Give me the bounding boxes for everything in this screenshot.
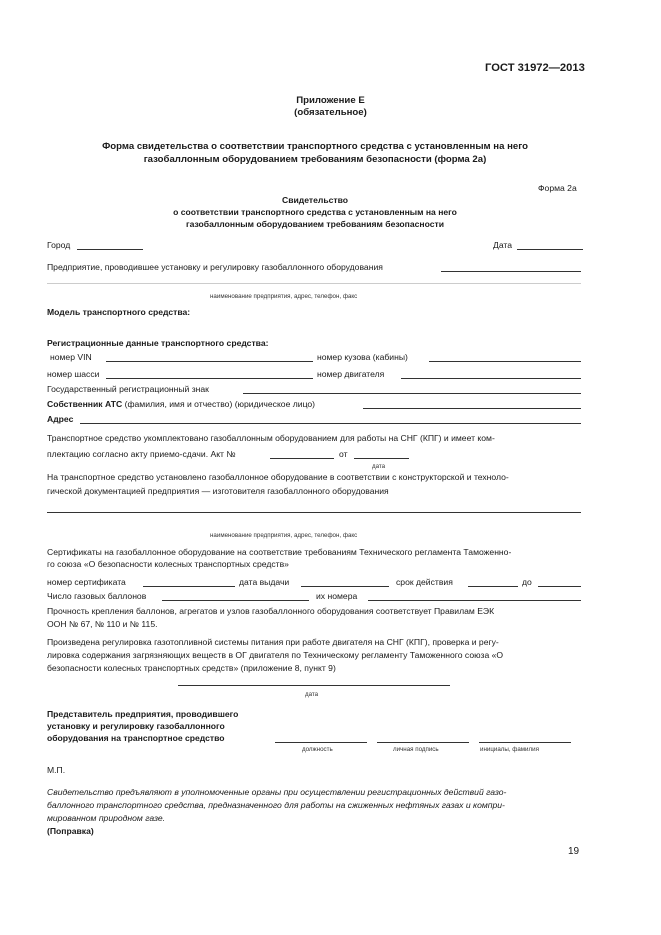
initials-field[interactable] <box>479 742 571 743</box>
validity-field[interactable] <box>468 586 518 587</box>
registration-heading: Регистрационные данные транспортного средства: <box>47 338 269 348</box>
representative-line3: оборудования на транспортное средство <box>47 733 225 743</box>
adjust-date-caption: дата <box>305 691 319 698</box>
note-line1: Свидетельство предъявляют в уполномоченные органы при осуществлении регистрационных действий газо- <box>47 787 507 797</box>
installer-caption: наименование предприятия, адрес, телефон, факс <box>210 532 358 539</box>
date-field[interactable] <box>517 249 583 250</box>
adjust-line3: безопасности колесных транспортных средств» (приложение 8, пункт 9) <box>47 663 336 673</box>
position-field[interactable] <box>275 742 367 743</box>
enterprise-field-line2[interactable] <box>47 283 581 284</box>
owner-label <box>47 399 315 409</box>
address-label: Адрес <box>47 414 74 424</box>
city-label: Город <box>47 240 71 250</box>
from-label: от <box>339 449 348 459</box>
note-line2: баллонного транспортного средства, предназначенного для работы на сжиженных нефтяных газах и компри- <box>47 800 505 810</box>
representative-line2: установку и регулировку газобаллонного <box>47 721 225 731</box>
owner-label-bold: Собственник АТС <box>47 399 123 409</box>
form-label: Форма 2а <box>538 183 577 193</box>
adjust-line2: лировка содержания загрязняющих веществ в ОГ двигателя по Техническому регламенту Таможенного союза «О <box>47 650 504 660</box>
initials-caption: инициалы, фамилия <box>480 746 539 753</box>
certs-line1: Сертификаты на газобаллонное оборудование на соответствие требованиям Технического регламента Таможенно- <box>47 547 512 557</box>
appendix-title: Приложение Е <box>296 95 365 106</box>
until-label: до <box>522 577 532 587</box>
page-number: 19 <box>568 846 580 857</box>
owner-label-rest: (фамилия, имя и отчество) (юридическое лицо) <box>124 399 316 409</box>
installer-field[interactable] <box>47 512 581 513</box>
representative-line1: Представитель предприятия, проводившего <box>47 709 239 719</box>
signature-field[interactable] <box>377 742 469 743</box>
engine-label: номер двигателя <box>317 369 385 379</box>
body-number-label: номер кузова (кабины) <box>317 352 408 362</box>
state-plate-field[interactable] <box>243 393 581 394</box>
adjust-line1: Произведена регулировка газотопливной системы питания при работе двигателя на СНГ (КПГ), проверка и регу- <box>47 637 499 647</box>
cert-number-label: номер сертификата <box>47 577 126 587</box>
enterprise-caption: наименование предприятия, адрес, телефон, факс <box>210 293 358 300</box>
chassis-label: номер шасси <box>47 369 100 379</box>
standard-number: ГОСТ 31972—2013 <box>485 62 585 74</box>
engine-field[interactable] <box>401 378 581 379</box>
equipped-line1: Транспортное средство укомплектовано газобаллонным оборудованием для работы на СНГ (КПГ) и имеет ком- <box>47 433 495 443</box>
adjust-date-field[interactable] <box>178 685 450 686</box>
enterprise-field[interactable] <box>441 271 581 272</box>
certificate-subtitle-2: газобаллонным оборудованием требованиям безопасности <box>185 219 445 229</box>
signature-caption: личная подпись <box>393 746 439 753</box>
issue-date-label: дата выдачи <box>239 577 290 587</box>
until-field[interactable] <box>538 586 581 587</box>
note-line3: мированном природном газе. <box>47 813 166 823</box>
chassis-field[interactable] <box>106 378 313 379</box>
state-plate-label: Государственный регистрационный знак <box>47 384 209 394</box>
cert-number-field[interactable] <box>143 586 235 587</box>
vin-field[interactable] <box>106 361 313 362</box>
act-date-caption: дата <box>372 463 386 470</box>
appendix-heading-line1: Форма свидетельства о соответствии транспортного средства с установленным на него <box>102 141 528 152</box>
strength-line2: ООН № 67, № 110 и № 115. <box>47 619 158 629</box>
model-label: Модель транспортного средства: <box>47 307 191 317</box>
certificate-title: Свидетельство <box>281 195 349 205</box>
installed-line1: На транспортное средство установлено газобаллонное оборудование в соответствии с конструкторской и техноло- <box>47 472 509 482</box>
amendment-label: (Поправка) <box>47 826 94 836</box>
body-number-field[interactable] <box>429 361 581 362</box>
vin-label: номер VIN <box>50 352 92 362</box>
cylinder-numbers-field[interactable] <box>368 600 581 601</box>
validity-label: срок действия <box>396 577 453 587</box>
their-numbers-label: их номера <box>316 591 358 601</box>
enterprise-label: Предприятие, проводившее установку и регулировку газобаллонного оборудования <box>47 262 383 272</box>
position-caption: должность <box>302 746 333 753</box>
appendix-heading-line2: газобаллонным оборудованием требованиям безопасности (форма 2а) <box>143 154 487 165</box>
installed-line2: гической документацией предприятия — изготовителя газобаллонного оборудования <box>47 486 389 496</box>
date-label: Дата <box>493 240 513 250</box>
issue-date-field[interactable] <box>301 586 389 587</box>
address-field[interactable] <box>80 423 581 424</box>
cylinders-field[interactable] <box>162 600 309 601</box>
strength-line1: Прочность крепления баллонов, агрегатов и узлов газобаллонного оборудования соответствует Правилам ЕЭК <box>47 606 495 616</box>
cylinders-label: Число газовых баллонов <box>47 591 147 601</box>
stamp-label: М.П. <box>47 765 66 775</box>
certificate-subtitle-1: о соответствии транспортного средства с установленным на него <box>173 207 457 217</box>
act-number-field[interactable] <box>270 458 334 459</box>
appendix-status: (обязательное) <box>294 107 367 118</box>
equipped-line2: плектацию согласно акту приемо-сдачи. Акт № <box>47 449 236 459</box>
certs-line2: го союза «О безопасности колесных транспортных средств» <box>47 559 289 569</box>
city-field[interactable] <box>77 249 143 250</box>
owner-field[interactable] <box>363 408 581 409</box>
act-date-field[interactable] <box>354 458 409 459</box>
